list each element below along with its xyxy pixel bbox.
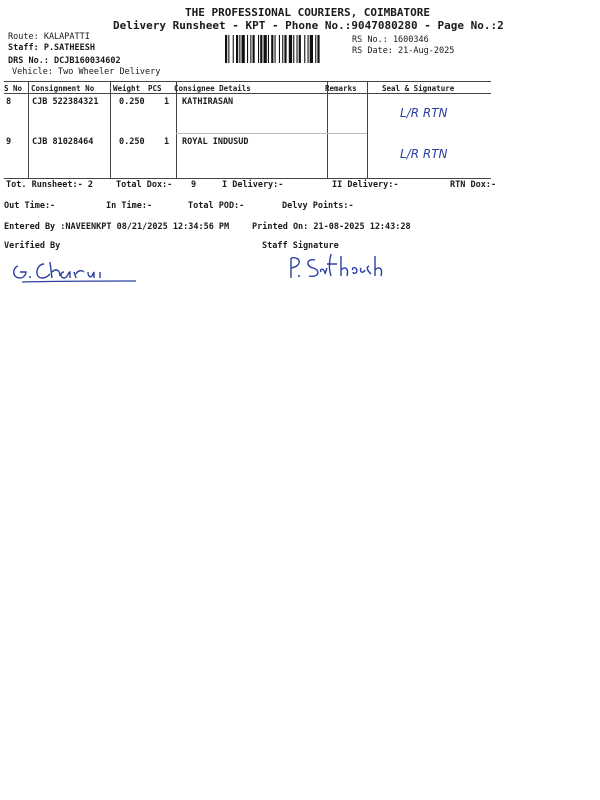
barcode-bar [239,35,240,63]
staff-label: Staff: P.SATHEESH [8,43,95,53]
out-time: Out Time:- [4,201,56,211]
route-label: Route: KALAPATTI [8,32,90,42]
row-divider [176,133,327,134]
i-delivery: I Delivery:- [222,180,284,190]
barcode-bar [247,35,248,63]
barcode-image [225,35,349,63]
header-weight: Weight [113,84,141,93]
barcode-bar [258,35,259,63]
barcode-bar [233,35,234,63]
barcode-bar [268,35,269,63]
rtn-dox: RTN Dox:- [450,180,497,190]
header-consignee: Consignee Details [174,84,251,93]
barcode-bar [279,35,280,63]
barcode-bar [253,35,255,63]
barcode-bar [264,35,267,63]
verified-signature [8,254,140,286]
rs-date: RS Date: 21-Aug-2025 [352,46,455,56]
barcode-bar [271,35,273,63]
barcode-bar [242,35,245,63]
row-consignee: ROYAL INDUSUD [182,137,249,147]
barcode-bar [225,35,227,63]
header-consignment: Consignment No [31,84,95,93]
row-consignee: KATHIRASAN [182,97,234,107]
row-consignment: CJB 81028464 [32,137,94,147]
runsheet-subtitle: Delivery Runsheet - KPT - Phone No.:9047080280 - Page No.:2 [113,19,504,32]
barcode-bar [250,35,251,63]
company-title: THE PROFESSIONAL COURIERS, COIMBATORE [185,6,431,19]
ii-delivery: II Delivery:- [332,180,399,190]
row-consignment: CJB 522384321 [32,97,99,107]
barcode-bar [293,35,294,63]
barcode-bar [275,35,276,63]
barcode-bar [304,35,305,63]
total-pod: Total POD:- [188,201,245,211]
row-weight: 0.250 [119,137,145,147]
rs-number: RS No.: 1600346 [352,35,429,45]
header-sno: S No [4,84,23,93]
table-header-border [4,93,491,94]
barcode-bar [317,35,319,63]
header-pcs: PCS [148,84,162,93]
table-top-border [4,81,491,82]
tot-runsheet: Tot. Runsheet:- 2 [6,180,93,190]
row-weight: 0.250 [119,97,145,107]
row-pcs: 1 [164,137,170,147]
barcode-bar [310,35,313,63]
verified-by-label: Verified By [4,241,61,251]
barcode-bar [284,35,286,63]
delvy-points: Delvy Points:- [282,201,354,211]
entered-by: Entered By :NAVEENKPT 08/21/2025 12:34:56 PM [4,222,230,232]
col-divider [327,81,328,178]
barcode-bar [282,35,283,63]
header-seal: Seal & Signature [382,84,455,93]
row-pcs: 1 [164,97,170,107]
row-sno: 8 [6,97,12,107]
row-handwritten-note: L/R RTN [400,106,448,120]
total-dox-value: 9 [191,180,197,190]
col-divider [176,81,177,178]
barcode-bar [260,35,262,63]
drs-number: DRS No.: DCJB160034602 [8,56,121,66]
printed-on: Printed On: 21-08-2025 12:43:28 [252,222,411,232]
staff-signature [285,250,405,286]
barcode-bar [228,35,229,63]
in-time: In Time:- [106,201,153,211]
row-handwritten-note: L/R RTN [400,147,448,161]
row-sno: 9 [6,137,12,147]
barcode-bar [308,35,309,63]
barcode-bar [315,35,316,63]
col-divider [28,81,29,178]
col-divider [110,81,111,178]
table-bottom-border [4,178,491,179]
staff-signature-label: Staff Signature [262,241,339,251]
barcode-bar [299,35,301,63]
vehicle-label: Vehicle: Two Wheeler Delivery [12,67,161,77]
barcode-bar [297,35,298,63]
header-remarks: Remarks [325,84,357,93]
barcode-bar [236,35,238,63]
total-dox-label: Total Dox:- [116,180,173,190]
barcode-bar [289,35,292,63]
col-divider [367,81,368,178]
row-divider [327,133,367,134]
